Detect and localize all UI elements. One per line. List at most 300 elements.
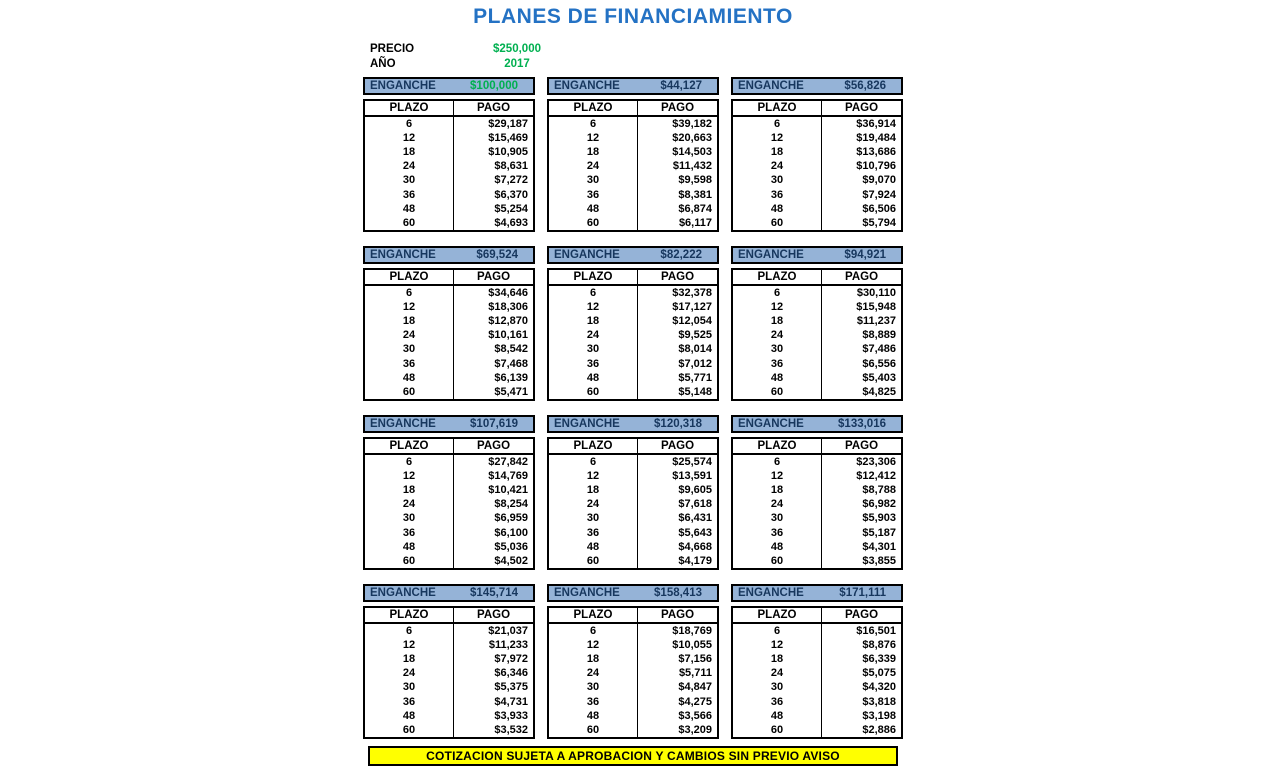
pago-cell: $23,306 — [856, 456, 896, 469]
plazo-cell: 60 — [549, 723, 638, 737]
enganche-label: ENGANCHE — [738, 249, 804, 261]
pago-cell: $7,012 — [678, 357, 712, 370]
pago-cell: $3,566 — [678, 709, 712, 722]
enganche-label: ENGANCHE — [554, 587, 620, 599]
plazo-cell: 18 — [365, 145, 454, 159]
table-row — [365, 300, 533, 314]
table-row — [733, 385, 901, 399]
table-row — [549, 187, 717, 201]
plan-table — [363, 584, 535, 739]
table-row — [549, 497, 717, 511]
plazo-cell: 18 — [365, 483, 454, 497]
table-row — [733, 131, 901, 145]
table-row — [365, 554, 533, 568]
plan-table — [731, 584, 903, 739]
pago-cell: $39,182 — [672, 118, 712, 131]
plazo-cell: 30 — [733, 342, 822, 356]
plazo-cell: 60 — [549, 554, 638, 568]
table-row — [549, 356, 717, 370]
pago-header-cell: PAGO — [661, 102, 695, 114]
table-row — [365, 216, 533, 230]
table-row — [549, 483, 717, 497]
plazo-cell: 18 — [733, 314, 822, 328]
plazo-header-cell: PLAZO — [549, 608, 638, 622]
enganche-amount: $133,016 — [838, 418, 886, 430]
pago-cell: $6,346 — [494, 667, 528, 680]
plazo-cell: 6 — [549, 286, 638, 300]
plazo-cell: 24 — [549, 666, 638, 680]
plazo-cell: 24 — [365, 497, 454, 511]
table-row — [365, 483, 533, 497]
plazo-cell: 48 — [733, 540, 822, 554]
plazo-cell: 18 — [549, 483, 638, 497]
table-row — [549, 709, 717, 723]
plazo-cell: 6 — [365, 624, 454, 638]
pago-cell: $6,982 — [862, 498, 896, 511]
pago-cell: $6,556 — [862, 357, 896, 370]
table-row — [733, 666, 901, 680]
plazo-cell: 18 — [365, 314, 454, 328]
pago-cell: $6,100 — [494, 526, 528, 539]
pago-cell: $5,771 — [678, 371, 712, 384]
table-row — [733, 652, 901, 666]
table-row — [549, 469, 717, 483]
plazo-cell: 18 — [733, 652, 822, 666]
plan-table — [363, 77, 535, 232]
enganche-header — [547, 246, 719, 264]
pago-header-cell: PAGO — [661, 271, 695, 283]
plan-table — [731, 415, 903, 570]
plazo-cell: 48 — [549, 540, 638, 554]
pago-cell: $5,643 — [678, 526, 712, 539]
plazo-cell: 12 — [733, 638, 822, 652]
plan-table — [547, 246, 719, 401]
pago-cell: $9,598 — [678, 174, 712, 187]
enganche-header — [547, 415, 719, 433]
plazo-cell: 12 — [365, 300, 454, 314]
pago-cell: $8,542 — [494, 343, 528, 356]
table-header-row — [365, 101, 533, 117]
table-row — [365, 159, 533, 173]
plazo-cell: 12 — [733, 131, 822, 145]
pago-header-cell: PAGO — [477, 102, 511, 114]
plazo-cell: 12 — [549, 638, 638, 652]
plazo-cell: 60 — [365, 385, 454, 399]
table-row — [365, 680, 533, 694]
table-row — [549, 286, 717, 300]
plazo-cell: 36 — [365, 525, 454, 539]
pago-cell: $34,646 — [488, 287, 528, 300]
plazo-cell: 36 — [549, 187, 638, 201]
enganche-label: ENGANCHE — [370, 587, 436, 599]
plazo-cell: 24 — [733, 159, 822, 173]
enganche-header — [731, 584, 903, 602]
plazo-cell: 24 — [733, 497, 822, 511]
plazo-cell: 30 — [549, 173, 638, 187]
table-header-row — [549, 101, 717, 117]
plazo-header-cell: PLAZO — [549, 101, 638, 115]
plazo-cell: 6 — [733, 624, 822, 638]
pago-cell: $18,769 — [672, 625, 712, 638]
plazo-cell: 12 — [733, 300, 822, 314]
pago-cell: $7,272 — [494, 174, 528, 187]
plazo-cell: 12 — [549, 131, 638, 145]
plazo-cell: 48 — [733, 371, 822, 385]
table-row — [365, 342, 533, 356]
pago-cell: $3,532 — [494, 723, 528, 736]
table-row — [549, 117, 717, 131]
enganche-label: ENGANCHE — [370, 418, 436, 430]
pago-cell: $21,037 — [488, 625, 528, 638]
table-row — [733, 145, 901, 159]
table-row — [365, 314, 533, 328]
pago-header-cell: PAGO — [845, 102, 879, 114]
price-info-block — [370, 41, 903, 71]
table-row — [365, 497, 533, 511]
pago-cell: $25,574 — [672, 456, 712, 469]
plazo-cell: 30 — [549, 680, 638, 694]
pago-cell: $10,421 — [488, 484, 528, 497]
pago-cell: $10,905 — [488, 146, 528, 159]
table-row — [733, 159, 901, 173]
table-row — [365, 328, 533, 342]
plazo-cell: 12 — [365, 131, 454, 145]
pago-cell: $7,924 — [862, 188, 896, 201]
pago-cell: $4,825 — [862, 385, 896, 398]
table-header-row — [549, 270, 717, 286]
pago-cell: $3,198 — [862, 709, 896, 722]
table-row — [549, 666, 717, 680]
plan-table — [547, 415, 719, 570]
pago-header-cell: PAGO — [661, 609, 695, 621]
table-row — [549, 385, 717, 399]
plazo-header-cell: PLAZO — [733, 439, 822, 453]
plazo-cell: 24 — [365, 159, 454, 173]
pago-cell: $4,731 — [494, 695, 528, 708]
plazo-pago-table — [363, 606, 535, 739]
pago-cell: $16,501 — [856, 625, 896, 638]
table-row — [549, 511, 717, 525]
table-row — [365, 286, 533, 300]
pago-cell: $8,381 — [678, 188, 712, 201]
table-row — [549, 173, 717, 187]
enganche-header — [547, 584, 719, 602]
plazo-cell: 48 — [733, 709, 822, 723]
pago-cell: $13,591 — [672, 470, 712, 483]
plazo-cell: 48 — [365, 202, 454, 216]
enganche-label: ENGANCHE — [738, 587, 804, 599]
plazo-cell: 18 — [365, 652, 454, 666]
pago-cell: $6,506 — [862, 202, 896, 215]
plazo-cell: 18 — [733, 145, 822, 159]
pago-cell: $2,886 — [862, 723, 896, 736]
plazo-cell: 48 — [549, 371, 638, 385]
plazo-cell: 6 — [365, 286, 454, 300]
pago-cell: $7,468 — [494, 357, 528, 370]
ano-value: 2017 — [504, 57, 530, 70]
plazo-cell: 6 — [733, 286, 822, 300]
pago-cell: $5,903 — [862, 512, 896, 525]
plazo-cell: 30 — [365, 511, 454, 525]
pago-header-cell: PAGO — [845, 609, 879, 621]
pago-cell: $8,889 — [862, 329, 896, 342]
table-row — [733, 216, 901, 230]
enganche-amount: $44,127 — [660, 80, 702, 92]
table-row — [733, 624, 901, 638]
enganche-amount: $145,714 — [470, 587, 518, 599]
pago-cell: $8,254 — [494, 498, 528, 511]
pago-cell: $9,605 — [678, 484, 712, 497]
table-row — [733, 342, 901, 356]
pago-cell: $5,254 — [494, 202, 528, 215]
pago-cell: $6,339 — [862, 653, 896, 666]
pago-cell: $3,209 — [678, 723, 712, 736]
plazo-header-cell: PLAZO — [365, 101, 454, 115]
table-row — [733, 511, 901, 525]
plazo-cell: 24 — [549, 159, 638, 173]
pago-cell: $6,431 — [678, 512, 712, 525]
pago-cell: $7,156 — [678, 653, 712, 666]
enganche-amount: $107,619 — [470, 418, 518, 430]
plazo-cell: 18 — [549, 652, 638, 666]
pago-header-cell: PAGO — [845, 271, 879, 283]
table-header-row — [733, 270, 901, 286]
table-row — [549, 680, 717, 694]
enganche-amount: $82,222 — [660, 249, 702, 261]
plazo-cell: 48 — [733, 202, 822, 216]
pago-cell: $5,403 — [862, 371, 896, 384]
pago-cell: $7,972 — [494, 653, 528, 666]
precio-row — [370, 41, 903, 56]
enganche-amount: $100,000 — [470, 80, 518, 92]
pago-cell: $5,187 — [862, 526, 896, 539]
document — [363, 0, 903, 763]
enganche-amount: $158,413 — [654, 587, 702, 599]
plazo-cell: 48 — [365, 540, 454, 554]
plan-table — [547, 584, 719, 739]
plazo-cell: 30 — [549, 511, 638, 525]
plazo-cell: 6 — [549, 117, 638, 131]
table-row — [549, 540, 717, 554]
pago-cell: $5,036 — [494, 540, 528, 553]
table-row — [549, 723, 717, 737]
pago-cell: $15,948 — [856, 301, 896, 314]
table-row — [733, 680, 901, 694]
table-row — [549, 216, 717, 230]
pago-header-cell: PAGO — [661, 440, 695, 452]
table-row — [365, 511, 533, 525]
table-row — [365, 145, 533, 159]
table-row — [365, 356, 533, 370]
pago-cell: $15,469 — [488, 132, 528, 145]
plazo-cell: 36 — [365, 694, 454, 708]
pago-cell: $5,375 — [494, 681, 528, 694]
pago-cell: $6,117 — [678, 216, 712, 229]
plazo-pago-table — [363, 99, 535, 232]
table-row — [365, 469, 533, 483]
enganche-header — [363, 246, 535, 264]
plazo-cell: 48 — [365, 709, 454, 723]
plazo-cell: 6 — [549, 624, 638, 638]
plazo-cell: 12 — [549, 300, 638, 314]
table-row — [733, 371, 901, 385]
table-row — [733, 286, 901, 300]
table-row — [733, 117, 901, 131]
pago-cell: $30,110 — [856, 287, 896, 300]
table-row — [365, 371, 533, 385]
table-header-row — [365, 608, 533, 624]
plazo-pago-table — [547, 268, 719, 401]
plazo-header-cell: PLAZO — [733, 608, 822, 622]
pago-cell: $4,301 — [862, 540, 896, 553]
pago-cell: $6,959 — [494, 512, 528, 525]
plazo-cell: 36 — [365, 187, 454, 201]
plazo-cell: 48 — [549, 709, 638, 723]
plazo-cell: 18 — [733, 483, 822, 497]
enganche-header — [363, 77, 535, 95]
table-row — [365, 187, 533, 201]
plazo-header-cell: PLAZO — [365, 608, 454, 622]
table-header-row — [549, 608, 717, 624]
table-row — [733, 638, 901, 652]
enganche-label: ENGANCHE — [554, 80, 620, 92]
ano-label: AÑO — [370, 57, 396, 70]
table-row — [733, 356, 901, 370]
table-row — [549, 624, 717, 638]
enganche-header — [731, 246, 903, 264]
table-header-row — [733, 101, 901, 117]
pago-cell: $19,484 — [856, 132, 896, 145]
pago-cell: $3,933 — [494, 709, 528, 722]
enganche-header — [363, 415, 535, 433]
table-header-row — [733, 608, 901, 624]
precio-value: $250,000 — [493, 42, 541, 55]
table-row — [365, 709, 533, 723]
pago-cell: $4,668 — [678, 540, 712, 553]
table-row — [733, 187, 901, 201]
enganche-amount: $56,826 — [844, 80, 886, 92]
plazo-cell: 12 — [733, 469, 822, 483]
pago-cell: $4,502 — [494, 554, 528, 567]
table-row — [549, 202, 717, 216]
table-row — [365, 694, 533, 708]
table-row — [733, 497, 901, 511]
pago-cell: $3,855 — [862, 554, 896, 567]
pago-cell: $10,796 — [856, 160, 896, 173]
plazo-cell: 36 — [549, 694, 638, 708]
table-row — [549, 694, 717, 708]
plazo-cell: 30 — [733, 680, 822, 694]
pago-cell: $6,370 — [494, 188, 528, 201]
plazo-cell: 24 — [365, 328, 454, 342]
plan-table — [731, 246, 903, 401]
pago-cell: $10,161 — [488, 329, 528, 342]
pago-cell: $5,075 — [862, 667, 896, 680]
enganche-label: ENGANCHE — [554, 249, 620, 261]
plazo-pago-table — [363, 437, 535, 570]
enganche-amount: $120,318 — [654, 418, 702, 430]
table-row — [549, 145, 717, 159]
pago-cell: $8,631 — [494, 160, 528, 173]
table-row — [549, 159, 717, 173]
pago-cell: $6,139 — [494, 371, 528, 384]
table-row — [733, 202, 901, 216]
table-row — [549, 328, 717, 342]
pago-cell: $36,914 — [856, 118, 896, 131]
plazo-cell: 12 — [365, 638, 454, 652]
disclaimer-banner: COTIZACION SUJETA A APROBACION Y CAMBIOS SIN PREVIO AVISO — [368, 746, 898, 766]
table-row — [365, 131, 533, 145]
plazo-cell: 60 — [733, 554, 822, 568]
table-row — [549, 300, 717, 314]
plazo-cell: 30 — [549, 342, 638, 356]
table-row — [733, 483, 901, 497]
plazo-cell: 30 — [365, 680, 454, 694]
table-row — [549, 525, 717, 539]
table-row — [733, 300, 901, 314]
table-row — [365, 117, 533, 131]
plazo-cell: 60 — [733, 723, 822, 737]
pago-cell: $12,054 — [672, 315, 712, 328]
table-row — [549, 638, 717, 652]
table-row — [365, 723, 533, 737]
table-row — [549, 455, 717, 469]
plazo-header-cell: PLAZO — [365, 439, 454, 453]
page-title: PLANES DE FINANCIAMIENTO — [473, 5, 793, 28]
enganche-label: ENGANCHE — [554, 418, 620, 430]
plazo-cell: 18 — [549, 145, 638, 159]
pago-cell: $3,818 — [862, 695, 896, 708]
pago-cell: $5,148 — [678, 385, 712, 398]
pago-cell: $10,055 — [672, 639, 712, 652]
table-row — [733, 469, 901, 483]
plazo-cell: 24 — [365, 666, 454, 680]
table-row — [549, 554, 717, 568]
plazo-cell: 24 — [549, 328, 638, 342]
pago-header-cell: PAGO — [845, 440, 879, 452]
plazo-cell: 12 — [365, 469, 454, 483]
table-row — [733, 525, 901, 539]
table-row — [365, 525, 533, 539]
plazo-cell: 60 — [733, 385, 822, 399]
enganche-label: ENGANCHE — [370, 249, 436, 261]
pago-cell: $11,233 — [488, 639, 528, 652]
table-row — [733, 173, 901, 187]
table-row — [733, 723, 901, 737]
pago-cell: $8,014 — [678, 343, 712, 356]
table-row — [365, 666, 533, 680]
table-row — [365, 202, 533, 216]
plazo-cell: 60 — [365, 216, 454, 230]
plazo-pago-table — [731, 268, 903, 401]
plazo-cell: 6 — [733, 455, 822, 469]
plazo-cell: 30 — [733, 173, 822, 187]
table-header-row — [365, 439, 533, 455]
pago-cell: $5,794 — [862, 216, 896, 229]
pago-header-cell: PAGO — [477, 609, 511, 621]
enganche-label: ENGANCHE — [738, 418, 804, 430]
plazo-cell: 6 — [365, 117, 454, 131]
plazo-pago-table — [731, 99, 903, 232]
plazo-cell: 60 — [733, 216, 822, 230]
plazo-cell: 30 — [365, 342, 454, 356]
table-row — [733, 554, 901, 568]
pago-cell: $11,237 — [856, 315, 896, 328]
enganche-amount: $171,111 — [839, 587, 886, 599]
plazo-cell: 48 — [365, 371, 454, 385]
pago-cell: $29,187 — [488, 118, 528, 131]
plazo-header-cell: PLAZO — [733, 101, 822, 115]
